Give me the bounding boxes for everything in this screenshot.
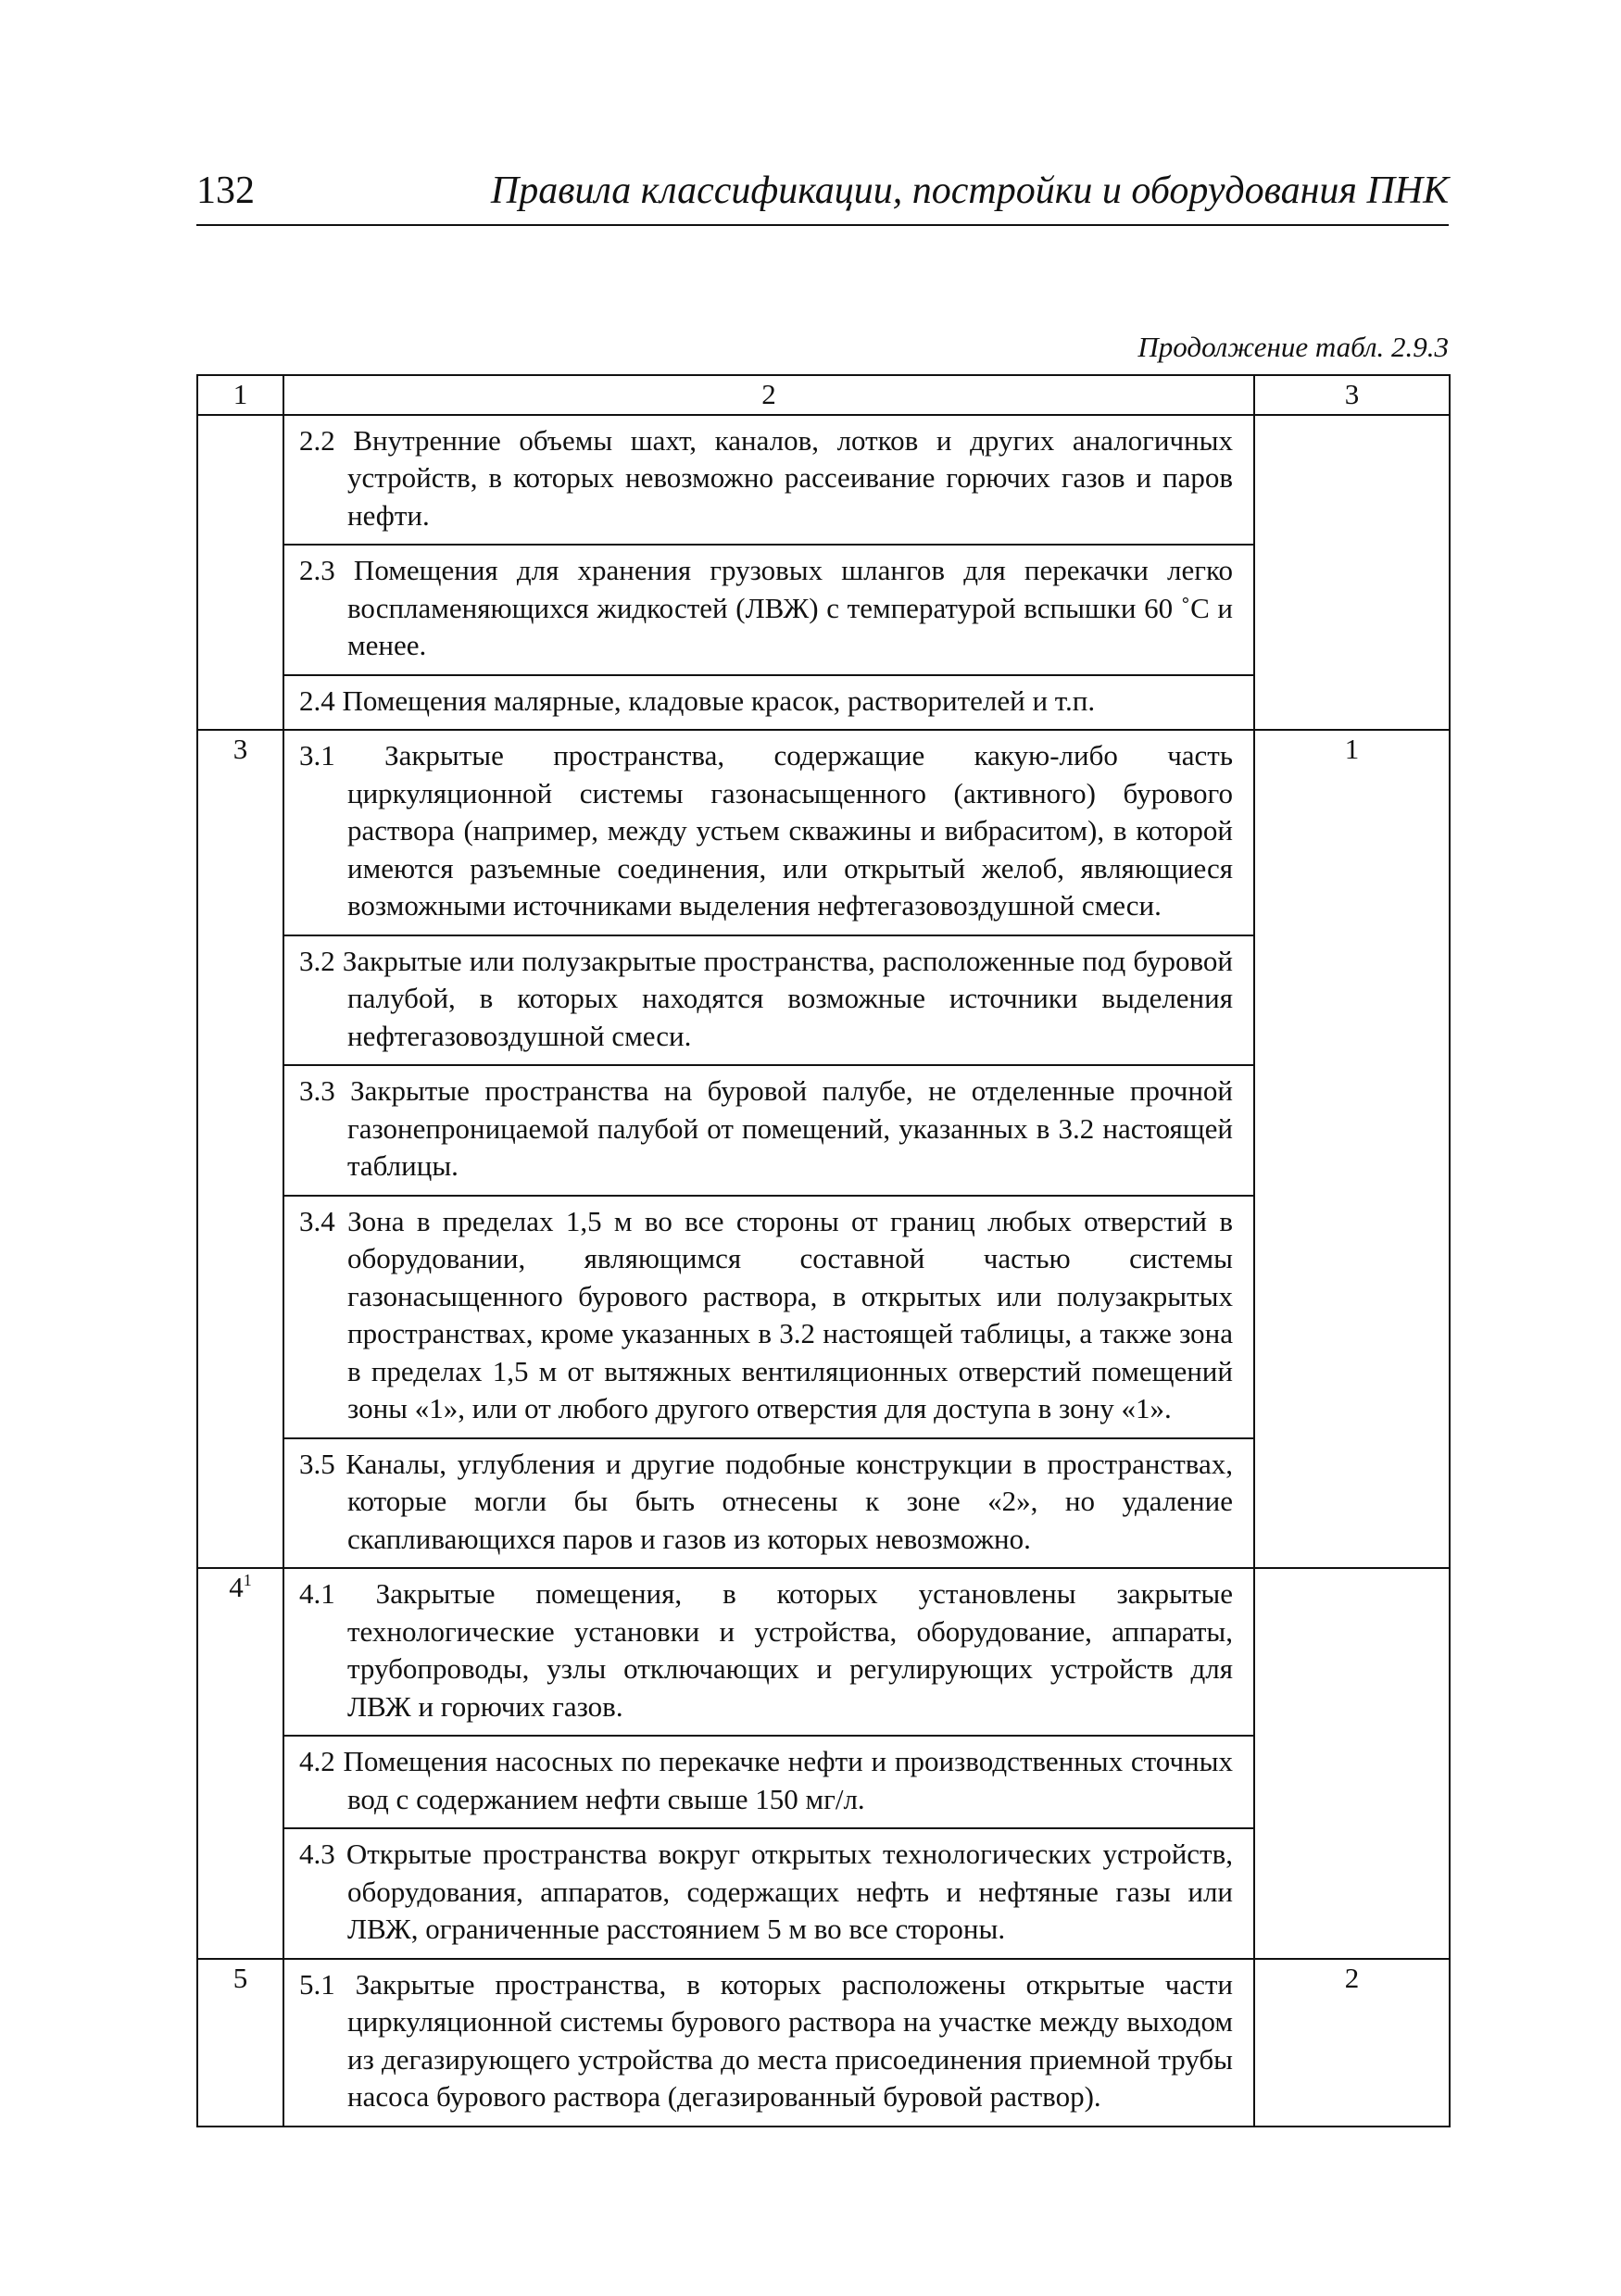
table-caption: Продолжение табл. 2.9.3: [1137, 331, 1449, 363]
column-header-2: 2: [283, 375, 1254, 415]
running-title: Правила классификации, постройки и оборудования ПНК: [490, 169, 1449, 212]
page-number: 132: [196, 169, 255, 212]
list-item-4-2: 4.2 Помещения насосных по перекачке нефти и производственных сточных вод с содержанием нефти свыше 150 мг/л.: [284, 1737, 1253, 1829]
table-row-zone-2-continued: [197, 415, 1450, 731]
list-item-2-3: 2.3 Помещения для хранения грузовых шлангов для перекачки легко воспламеняющихся жидкостей (ЛВЖ) с температурой вспышки 60 ˚С и менее.: [284, 546, 1253, 676]
list-item-4-1: 4.1 Закрытые помещения, в которых установлены закрытые технологические установки и устройства, оборудование, аппараты, трубопроводы, узлы отключающих и регулирующих устройств для ЛВЖ и горючих газов.: [284, 1569, 1253, 1737]
table-row-zone-3: [197, 730, 1450, 1568]
description-cell: [283, 415, 1254, 731]
header-rule: [196, 224, 1449, 226]
list-item-3-5: 3.5 Каналы, углубления и другие подобные конструкции в пространствах, которые могли бы быть отнесены к зоне «2», но удаление скапливающихся паров и газов из которых невозможно.: [299, 1447, 1233, 1555]
zone-cell: [197, 415, 283, 731]
list-item-5-1: 5.1 Закрытые пространства, в которых расположены открытые части циркуляционной системы бурового раствора на участке между выходом из дегазирующего устройства до места присоединения приемной трубы насоса бурового раствора (дегазированный буровой раствор).: [299, 1967, 1233, 2113]
table-header-row: [197, 375, 1450, 415]
description-cell: [283, 730, 1254, 1568]
zone-cell: [197, 1568, 283, 1959]
list-item-2-2: 2.2 Внутренние объемы шахт, каналов, лотков и других аналогичных устройств, в которых невозможно рассеивание горючих газов и паров нефти.: [284, 416, 1253, 546]
list-item-3-2: 3.2 Закрытые или полузакрытые пространства, расположенные под буровой палубой, в которых находятся возможные источники выделения нефтегазовоздушной смеси.: [284, 936, 1253, 1067]
list-item-3-4: 3.4 Зона в пределах 1,5 м во все стороны от границ любых отверстий в оборудовании, являющимся составной частью системы газонасыщенного бурового раствора, в открытых или полузакрытых пространствах, кроме указанных в 3.2 настоящей таблицы, а также зона в пределах 1,5 м от вытяжных вентиляционных отверстий помещений зоны «1», или от любого другого отверстия для доступа в зону «1».: [284, 1197, 1253, 1439]
zones-table: [196, 374, 1451, 2127]
table-row-zone-5: [197, 1959, 1450, 2127]
class-cell: 1: [1254, 730, 1450, 1568]
class-cell: 2: [1254, 1959, 1450, 2127]
list-item-3-3: 3.3 Закрытые пространства на буровой палубе, не отделенные прочной газонепроницаемой палубой от помещений, указанных в 3.2 настоящей таблицы.: [284, 1066, 1253, 1197]
zone-cell: 5: [197, 1959, 283, 2127]
table-row-zone-4: [197, 1568, 1450, 1959]
description-cell: [283, 1959, 1254, 2127]
zone-number: 4: [229, 1571, 244, 1603]
footnote-marker: 1: [243, 1571, 252, 1589]
zone-cell: 3: [197, 730, 283, 1568]
description-cell: [283, 1568, 1254, 1959]
class-cell: [1254, 1568, 1450, 1959]
column-header-3: 3: [1254, 375, 1450, 415]
list-item-2-4: 2.4 Помещения малярные, кладовые красок, растворителей и т.п.: [299, 684, 1096, 717]
class-cell: [1254, 415, 1450, 731]
list-item-4-3: 4.3 Открытые пространства вокруг открытых технологических устройств, оборудования, аппаратов, содержащих нефть и нефтяные газы или ЛВЖ, ограниченные расстоянием 5 м во все стороны.: [299, 1838, 1233, 1945]
column-header-1: 1: [197, 375, 283, 415]
list-item-3-1: 3.1 Закрытые пространства, содержащие какую-либо часть циркуляционной системы газонасыщенного (активного) бурового раствора (например, между устьем скважины и вибраситом), в которой имеются разъемные соединения, или открытый желоб, являющиеся возможными источниками выделения нефтегазовоздушной смеси.: [284, 731, 1253, 936]
